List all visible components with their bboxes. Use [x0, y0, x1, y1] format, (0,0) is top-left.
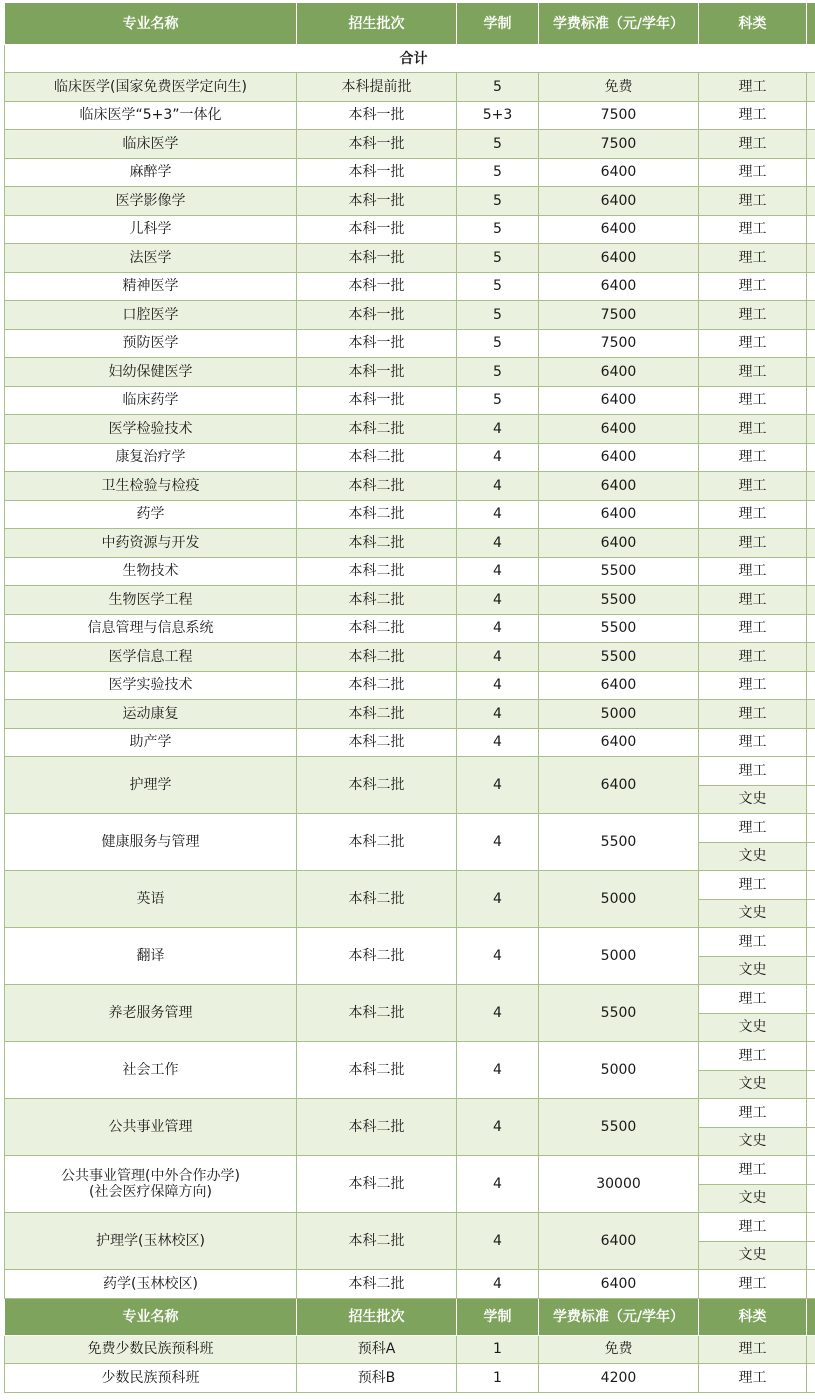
subject-category: 理工: [699, 871, 807, 900]
tuition-fee: 6400: [539, 671, 699, 700]
major-name-line: 英语: [136, 891, 165, 907]
header-batch: 招生批次: [297, 3, 457, 45]
header-category: 科类: [699, 1298, 807, 1335]
extra-cell: [807, 956, 815, 985]
subject-category: 理工: [699, 244, 807, 273]
study-years: 4: [457, 1270, 539, 1299]
study-years: 4: [457, 928, 539, 985]
study-years: 5: [457, 158, 539, 187]
admission-batch: 本科二批: [297, 1099, 457, 1156]
admission-batch: 本科二批: [297, 614, 457, 643]
major-name-line: (社会医疗保障方向): [89, 1184, 212, 1200]
subject-category: 理工: [699, 557, 807, 586]
tuition-fee: 7500: [539, 130, 699, 159]
admission-batch: 预科B: [297, 1364, 457, 1393]
total-label: 合计: [5, 45, 815, 73]
admission-batch: 本科二批: [297, 1042, 457, 1099]
tuition-fee: 6400: [539, 472, 699, 501]
study-years: 5: [457, 73, 539, 102]
subject-category: 理工: [699, 386, 807, 415]
extra-cell: [807, 1364, 815, 1393]
study-years: 4: [457, 529, 539, 558]
tuition-fee: 6400: [539, 386, 699, 415]
table-row: [5, 1099, 815, 1128]
tuition-fee: 6400: [539, 443, 699, 472]
admission-batch: 本科二批: [297, 415, 457, 444]
extra-cell: [807, 757, 815, 786]
tuition-fee: 7500: [539, 101, 699, 130]
major-name: 麻醉学: [5, 158, 297, 187]
extra-cell: [807, 215, 815, 244]
admission-batch: 本科二批: [297, 757, 457, 814]
extra-cell: [807, 557, 815, 586]
header-years: 学制: [457, 1298, 539, 1335]
tuition-fee: 6400: [539, 415, 699, 444]
admission-batch: 本科二批: [297, 643, 457, 672]
major-name: 康复治疗学: [5, 443, 297, 472]
major-name: 运动康复: [5, 700, 297, 729]
tuition-fee: 5500: [539, 614, 699, 643]
tuition-fee: 6400: [539, 215, 699, 244]
subject-category: 理工: [699, 358, 807, 387]
major-name: 医学检验技术: [5, 415, 297, 444]
tuition-fee: 5000: [539, 928, 699, 985]
tuition-fee: 5500: [539, 814, 699, 871]
subject-category: 文史: [699, 785, 807, 814]
major-name: 儿科学: [5, 215, 297, 244]
major-name: 临床药学: [5, 386, 297, 415]
tuition-fee: 6400: [539, 244, 699, 273]
table-row: [5, 158, 815, 187]
major-name: 临床医学“5+3”一体化: [5, 101, 297, 130]
table-row: [5, 301, 815, 330]
tuition-fee: 6400: [539, 158, 699, 187]
extra-cell: [807, 1270, 815, 1299]
study-years: 4: [457, 671, 539, 700]
study-years: 4: [457, 1099, 539, 1156]
extra-cell: [807, 643, 815, 672]
study-years: 4: [457, 443, 539, 472]
subject-category: 理工: [699, 928, 807, 957]
tuition-fee: 6400: [539, 272, 699, 301]
major-name: 生物医学工程: [5, 586, 297, 615]
subject-category: 理工: [699, 1156, 807, 1185]
extra-cell: [807, 500, 815, 529]
admission-batch: 本科二批: [297, 472, 457, 501]
study-years: 4: [457, 728, 539, 757]
admission-batch: 本科二批: [297, 586, 457, 615]
study-years: 4: [457, 1156, 539, 1213]
tuition-fee: 免费: [539, 73, 699, 102]
table-row: [5, 101, 815, 130]
table-row: [5, 386, 815, 415]
admission-batch: 本科一批: [297, 130, 457, 159]
tuition-fee: 6400: [539, 1270, 699, 1299]
subject-category: 理工: [699, 1335, 807, 1364]
tuition-fee: 7500: [539, 301, 699, 330]
study-years: 5: [457, 329, 539, 358]
major-name: [5, 1213, 297, 1270]
major-name: [5, 928, 297, 985]
study-years: 4: [457, 1213, 539, 1270]
extra-cell: [807, 842, 815, 871]
subject-category: 理工: [699, 500, 807, 529]
extra-cell: [807, 928, 815, 957]
table-row: [5, 529, 815, 558]
major-name-line: 社会工作: [122, 1062, 179, 1078]
major-name: 医学信息工程: [5, 643, 297, 672]
admission-batch: 本科一批: [297, 358, 457, 387]
admission-batch: 本科二批: [297, 814, 457, 871]
extra-cell: [807, 814, 815, 843]
extra-cell: [807, 1156, 815, 1185]
header-extra: [807, 1298, 815, 1335]
table-row: [5, 814, 815, 843]
subject-category: 文史: [699, 1127, 807, 1156]
header-category: 科类: [699, 3, 807, 45]
study-years: 4: [457, 814, 539, 871]
tuition-fee: 5500: [539, 643, 699, 672]
subject-category: 理工: [699, 415, 807, 444]
extra-cell: [807, 1070, 815, 1099]
header-major: 专业名称: [5, 3, 297, 45]
table-row: [5, 329, 815, 358]
tuition-fee: 30000: [539, 1156, 699, 1213]
major-name: 临床医学: [5, 130, 297, 159]
study-years: 4: [457, 500, 539, 529]
admission-batch: 本科二批: [297, 443, 457, 472]
study-years: 4: [457, 472, 539, 501]
subject-category: 理工: [699, 272, 807, 301]
admission-batch: 本科一批: [297, 386, 457, 415]
extra-cell: [807, 101, 815, 130]
tuition-fee: 4200: [539, 1364, 699, 1393]
study-years: 4: [457, 700, 539, 729]
major-name: 中药资源与开发: [5, 529, 297, 558]
extra-cell: [807, 1241, 815, 1270]
extra-cell: [807, 1213, 815, 1242]
study-years: 4: [457, 1042, 539, 1099]
subject-category: 理工: [699, 130, 807, 159]
admission-batch: 本科提前批: [297, 73, 457, 102]
subject-category: 理工: [699, 586, 807, 615]
table-row: [5, 700, 815, 729]
tuition-fee: 6400: [539, 187, 699, 216]
major-name: [5, 985, 297, 1042]
subject-category: 理工: [699, 671, 807, 700]
subject-category: 理工: [699, 1213, 807, 1242]
study-years: 5: [457, 386, 539, 415]
admission-batch: 本科一批: [297, 244, 457, 273]
admission-batch: 本科一批: [297, 272, 457, 301]
table-body: [5, 3, 815, 1393]
tuition-fee: 免费: [539, 1335, 699, 1364]
table-row: [5, 73, 815, 102]
tuition-fee: 5000: [539, 700, 699, 729]
extra-cell: [807, 187, 815, 216]
subject-category: 理工: [699, 215, 807, 244]
major-name-line: 护理学(玉林校区): [96, 1233, 205, 1249]
major-name: [5, 1156, 297, 1213]
table-row: [5, 928, 815, 957]
admission-batch: 本科一批: [297, 301, 457, 330]
major-name: 精神医学: [5, 272, 297, 301]
major-name: [5, 1042, 297, 1099]
major-name: 助产学: [5, 728, 297, 757]
table-row: [5, 130, 815, 159]
study-years: 4: [457, 871, 539, 928]
admission-batch: 本科二批: [297, 529, 457, 558]
tuition-fee: 6400: [539, 529, 699, 558]
tuition-fee: 5500: [539, 557, 699, 586]
table-row: [5, 1364, 815, 1393]
major-name: 临床医学(国家免费医学定向生): [5, 73, 297, 102]
header-extra: [807, 3, 815, 45]
study-years: 4: [457, 415, 539, 444]
admission-batch: 本科二批: [297, 700, 457, 729]
tuition-fee: 6400: [539, 728, 699, 757]
study-years: 5: [457, 244, 539, 273]
major-name: [5, 871, 297, 928]
subject-category: 理工: [699, 158, 807, 187]
major-name: 医学影像学: [5, 187, 297, 216]
subject-category: 理工: [699, 757, 807, 786]
extra-cell: [807, 871, 815, 900]
study-years: 1: [457, 1335, 539, 1364]
major-name: [5, 757, 297, 814]
extra-cell: [807, 301, 815, 330]
extra-cell: [807, 529, 815, 558]
tuition-fee: 6400: [539, 358, 699, 387]
extra-cell: [807, 1099, 815, 1128]
major-name: 妇幼保健医学: [5, 358, 297, 387]
major-name: 药学(玉林校区): [5, 1270, 297, 1299]
subject-category: 理工: [699, 1270, 807, 1299]
study-years: 5: [457, 215, 539, 244]
admission-batch: 本科二批: [297, 500, 457, 529]
study-years: 4: [457, 586, 539, 615]
subject-category: 理工: [699, 187, 807, 216]
extra-cell: [807, 785, 815, 814]
tuition-fee: 5500: [539, 1099, 699, 1156]
total-row: [5, 45, 815, 73]
admission-batch: 本科一批: [297, 187, 457, 216]
header-row: [5, 3, 815, 45]
extra-cell: [807, 329, 815, 358]
major-name-line: 护理学: [129, 777, 172, 793]
major-name-line: 翻译: [136, 948, 165, 964]
major-name-line: 养老服务管理: [108, 1005, 193, 1021]
table-row: [5, 500, 815, 529]
subject-category: 理工: [699, 329, 807, 358]
tuition-fee: 5000: [539, 1042, 699, 1099]
extra-cell: [807, 244, 815, 273]
admission-batch: 本科二批: [297, 928, 457, 985]
extra-cell: [807, 1042, 815, 1071]
extra-cell: [807, 272, 815, 301]
table-row: [5, 671, 815, 700]
subject-category: 理工: [699, 472, 807, 501]
table-row: [5, 443, 815, 472]
extra-cell: [807, 73, 815, 102]
table-row: [5, 272, 815, 301]
subject-category: 文史: [699, 1013, 807, 1042]
major-name-line: 健康服务与管理: [101, 834, 200, 850]
subject-category: 理工: [699, 101, 807, 130]
tuition-fee: 5000: [539, 871, 699, 928]
major-name: 免费少数民族预科班: [5, 1335, 297, 1364]
extra-cell: [807, 130, 815, 159]
header-major: 专业名称: [5, 1298, 297, 1335]
admission-batch: 本科一批: [297, 101, 457, 130]
admission-batch: 本科二批: [297, 1156, 457, 1213]
table-row: [5, 1270, 815, 1299]
table-row: [5, 728, 815, 757]
extra-cell: [807, 415, 815, 444]
table-row: [5, 985, 815, 1014]
table-row: [5, 1156, 815, 1185]
extra-cell: [807, 1184, 815, 1213]
subject-category: 理工: [699, 73, 807, 102]
subject-category: 理工: [699, 728, 807, 757]
table-row: [5, 757, 815, 786]
extra-cell: [807, 358, 815, 387]
header-row-2: [5, 1298, 815, 1335]
header-batch: 招生批次: [297, 1298, 457, 1335]
table-row: [5, 1213, 815, 1242]
extra-cell: [807, 985, 815, 1014]
table-row: [5, 358, 815, 387]
tuition-fee: 5500: [539, 985, 699, 1042]
header-fee: 学费标准（元/学年）: [539, 3, 699, 45]
major-name: 卫生检验与检疫: [5, 472, 297, 501]
subject-category: 理工: [699, 985, 807, 1014]
extra-cell: [807, 1013, 815, 1042]
table-row: [5, 244, 815, 273]
subject-category: 文史: [699, 842, 807, 871]
study-years: 4: [457, 557, 539, 586]
major-name: [5, 1099, 297, 1156]
admission-batch: 本科二批: [297, 1213, 457, 1270]
subject-category: 理工: [699, 1364, 807, 1393]
extra-cell: [807, 728, 815, 757]
tuition-fee: 5500: [539, 586, 699, 615]
subject-category: 文史: [699, 956, 807, 985]
extra-cell: [807, 472, 815, 501]
major-name: 医学实验技术: [5, 671, 297, 700]
study-years: 4: [457, 757, 539, 814]
table-row: [5, 586, 815, 615]
table-row: [5, 415, 815, 444]
subject-category: 文史: [699, 1184, 807, 1213]
subject-category: 理工: [699, 814, 807, 843]
study-years: 5: [457, 130, 539, 159]
table-row: [5, 187, 815, 216]
major-name: 生物技术: [5, 557, 297, 586]
admission-batch: 本科二批: [297, 728, 457, 757]
study-years: 5: [457, 358, 539, 387]
table-row: [5, 1042, 815, 1071]
extra-cell: [807, 443, 815, 472]
header-fee: 学费标准（元/学年）: [539, 1298, 699, 1335]
extra-cell: [807, 614, 815, 643]
subject-category: 文史: [699, 1070, 807, 1099]
study-years: 5: [457, 301, 539, 330]
admission-batch: 预科A: [297, 1335, 457, 1364]
subject-category: 理工: [699, 1042, 807, 1071]
study-years: 1: [457, 1364, 539, 1393]
study-years: 5: [457, 272, 539, 301]
study-years: 4: [457, 643, 539, 672]
extra-cell: [807, 1335, 815, 1364]
table-row: [5, 472, 815, 501]
admission-batch: 本科一批: [297, 329, 457, 358]
major-name: 少数民族预科班: [5, 1364, 297, 1393]
admission-batch: 本科一批: [297, 215, 457, 244]
major-name: 法医学: [5, 244, 297, 273]
extra-cell: [807, 1127, 815, 1156]
major-name: 药学: [5, 500, 297, 529]
extra-cell: [807, 586, 815, 615]
major-name: 预防医学: [5, 329, 297, 358]
study-years: 5: [457, 187, 539, 216]
tuition-fee: 6400: [539, 757, 699, 814]
admission-batch: 本科二批: [297, 671, 457, 700]
extra-cell: [807, 700, 815, 729]
study-years: 4: [457, 614, 539, 643]
extra-cell: [807, 671, 815, 700]
subject-category: 理工: [699, 643, 807, 672]
table-row: [5, 614, 815, 643]
study-years: 5+3: [457, 101, 539, 130]
study-years: 4: [457, 985, 539, 1042]
subject-category: 理工: [699, 443, 807, 472]
subject-category: 理工: [699, 529, 807, 558]
subject-category: 理工: [699, 614, 807, 643]
subject-category: 理工: [699, 700, 807, 729]
table-row: [5, 215, 815, 244]
table-row: [5, 643, 815, 672]
admission-batch: 本科二批: [297, 985, 457, 1042]
tuition-fee: 7500: [539, 329, 699, 358]
table-row: [5, 871, 815, 900]
subject-category: 理工: [699, 301, 807, 330]
extra-cell: [807, 386, 815, 415]
tuition-fee: 6400: [539, 500, 699, 529]
admission-batch: 本科一批: [297, 158, 457, 187]
table-row: [5, 1335, 815, 1364]
major-name-line: 公共事业管理(中外合作办学): [61, 1168, 240, 1184]
admission-batch: 本科二批: [297, 871, 457, 928]
subject-category: 文史: [699, 1241, 807, 1270]
major-name: [5, 814, 297, 871]
subject-category: 文史: [699, 899, 807, 928]
major-name-line: 公共事业管理: [108, 1119, 193, 1135]
extra-cell: [807, 899, 815, 928]
header-years: 学制: [457, 3, 539, 45]
admission-batch: 本科二批: [297, 1270, 457, 1299]
major-name: 口腔医学: [5, 301, 297, 330]
tuition-fee: 6400: [539, 1213, 699, 1270]
extra-cell: [807, 158, 815, 187]
major-name: 信息管理与信息系统: [5, 614, 297, 643]
subject-category: 理工: [699, 1099, 807, 1128]
tuition-table: [4, 2, 815, 1393]
admission-batch: 本科二批: [297, 557, 457, 586]
table-row: [5, 557, 815, 586]
